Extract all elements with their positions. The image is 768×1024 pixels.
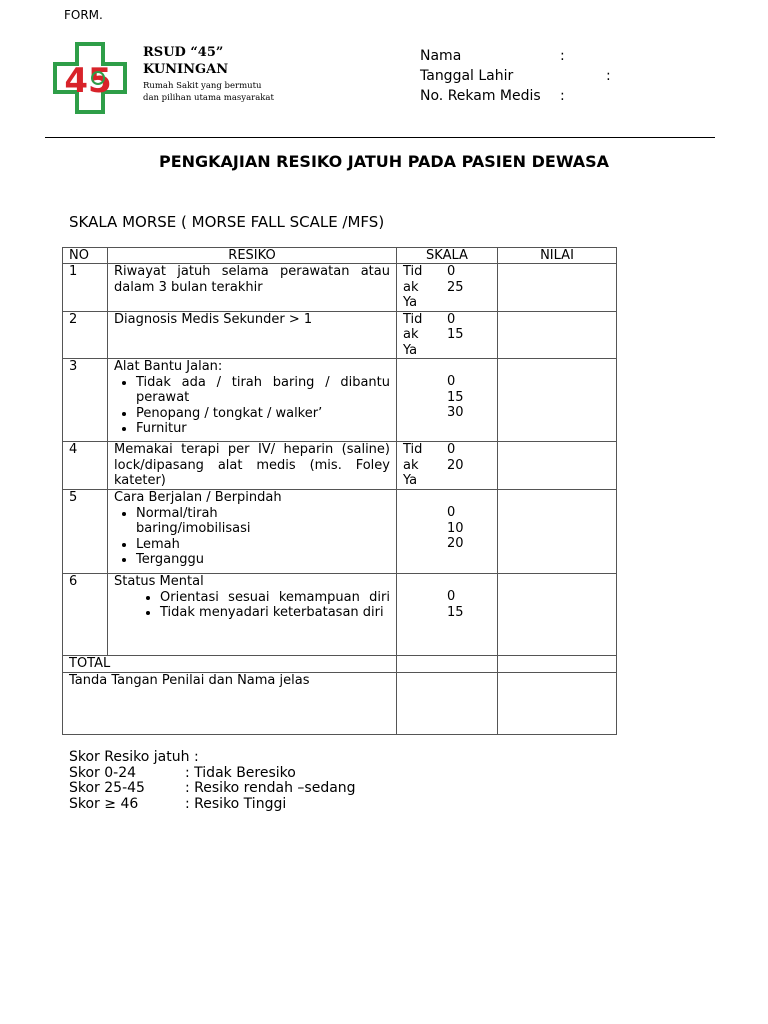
- risk-cell: [108, 490, 397, 574]
- scale-value: 30: [447, 405, 464, 420]
- medical-record-colon: :: [560, 88, 565, 104]
- row-number: 3: [63, 359, 108, 442]
- hospital-name-line2: KUNINGAN: [143, 62, 229, 77]
- list-item: • Tidak menyadari keterbatasan diri: [160, 605, 390, 621]
- score-range: Skor 0-24: [69, 764, 137, 781]
- scale-value: 0: [447, 374, 456, 389]
- score-range: Skor ≥ 46: [69, 795, 139, 812]
- risk-cell: [108, 311, 397, 359]
- score-range: Skor 25-45: [69, 780, 145, 796]
- table-row: [63, 311, 617, 359]
- score-desc: : Resiko Tinggi: [185, 795, 287, 812]
- score-legend: [69, 750, 356, 812]
- risk-options-list: [114, 375, 390, 437]
- scale-value: 0: [447, 264, 456, 279]
- table-row: [63, 574, 617, 656]
- medical-record-field[interactable]: [420, 88, 565, 104]
- score-legend-row: [69, 766, 356, 782]
- total-label: TOTAL: [63, 656, 397, 673]
- scale-cell: [397, 574, 498, 656]
- scale-value: 25: [447, 279, 464, 295]
- risk-options-list: [114, 590, 390, 621]
- patient-name-label: Nama: [420, 48, 462, 64]
- score-legend-heading: Skor Resiko jatuh :: [69, 749, 199, 765]
- total-score-cell[interactable]: [498, 656, 617, 673]
- list-item: • Lemah: [136, 537, 390, 553]
- table-row: [63, 490, 617, 574]
- table-row: [63, 264, 617, 312]
- list-item: • Tidak ada / tirah baring / dibantu perawat: [136, 375, 390, 406]
- hospital-name: [143, 44, 228, 78]
- header-no: NO: [63, 248, 108, 264]
- hospital-tagline: [143, 80, 274, 104]
- score-legend-row: [69, 781, 356, 797]
- signature-label: Tanda Tangan Penilai dan Nama jelas: [63, 672, 397, 734]
- row-number: 4: [63, 442, 108, 490]
- patient-name-colon: :: [560, 48, 565, 64]
- birth-date-colon: :: [606, 68, 611, 84]
- scale-cell: [397, 490, 498, 574]
- scale-value: 20: [447, 457, 464, 473]
- scale-value: 0: [447, 505, 456, 520]
- row-number: 1: [63, 264, 108, 312]
- scale-value: 0: [447, 589, 456, 604]
- risk-cell: [108, 359, 397, 442]
- header-divider: [45, 137, 715, 138]
- header-nilai: NILAI: [498, 248, 617, 264]
- total-row: [63, 656, 617, 673]
- tagline-line2: dan pilihan utama masyarakat: [143, 93, 274, 103]
- scale-value: 15: [447, 604, 464, 620]
- scale-option: ak: [403, 327, 419, 342]
- scale-cell: [397, 442, 498, 490]
- total-scale-cell: [397, 656, 498, 673]
- scale-cell: [397, 359, 498, 442]
- table-row: [63, 359, 617, 442]
- list-item: • Normal/tirah baring/imobilisasi: [136, 506, 390, 537]
- score-input-cell[interactable]: [498, 359, 617, 442]
- scale-value: 0: [447, 442, 456, 457]
- header-resiko: RESIKO: [108, 248, 397, 264]
- scale-value: 15: [447, 327, 464, 342]
- row-number: 2: [63, 311, 108, 359]
- row-number: 6: [63, 574, 108, 656]
- birth-date-field[interactable]: [420, 68, 611, 84]
- score-input-cell[interactable]: [498, 574, 617, 656]
- scale-option: ak: [403, 279, 419, 295]
- patient-name-field[interactable]: [420, 48, 565, 64]
- birth-date-label: Tanggal Lahir: [420, 68, 514, 84]
- scale-option: Ya: [403, 473, 418, 488]
- scale-value: 15: [447, 389, 464, 405]
- score-legend-row: [69, 797, 356, 813]
- score-desc: : Tidak Beresiko: [185, 764, 296, 781]
- risk-options-list: [114, 506, 390, 568]
- score-input-cell[interactable]: [498, 490, 617, 574]
- score-input-cell[interactable]: [498, 311, 617, 359]
- risk-text: Alat Bantu Jalan:: [114, 359, 223, 374]
- risk-text: Memakai terapi per IV/ heparin (saline) lock/dipasang alat medis (mis. Foley kateter): [114, 442, 390, 488]
- scale-cell: [397, 311, 498, 359]
- table-header-row: [63, 248, 617, 264]
- scale-option: Ya: [403, 342, 418, 358]
- table-row: [63, 442, 617, 490]
- scale-title: SKALA MORSE ( MORSE FALL SCALE /MFS): [69, 213, 385, 231]
- list-item-text: Orientasi sesuai kemampuan diri: [160, 589, 390, 605]
- morse-fall-scale-table: [62, 247, 617, 735]
- list-item: • Terganggu: [136, 552, 390, 568]
- risk-text: Riwayat jatuh selama perawatan atau dalam 3 bulan terakhir: [114, 264, 390, 295]
- scale-value: 0: [447, 311, 456, 327]
- score-desc: : Resiko rendah –sedang: [185, 780, 356, 796]
- scale-value: 20: [447, 536, 464, 551]
- risk-text: Cara Berjalan / Berpindah: [114, 490, 282, 505]
- scale-cell: [397, 264, 498, 312]
- scale-value: 10: [447, 520, 464, 536]
- risk-cell: [108, 264, 397, 312]
- list-item: • Furnitur: [136, 421, 390, 437]
- scale-option: ak: [403, 457, 419, 473]
- scale-option: Tid: [403, 442, 423, 457]
- tagline-line1: Rumah Sakit yang bermutu: [143, 81, 262, 91]
- list-item: • Penopang / tongkat / walker’: [136, 406, 390, 422]
- form-label: FORM.: [64, 8, 103, 22]
- row-number: 5: [63, 490, 108, 574]
- document-title: PENGKAJIAN RESIKO JATUH PADA PASIEN DEWASA: [158, 152, 610, 171]
- risk-text: Status Mental: [114, 574, 204, 589]
- signature-cell[interactable]: [397, 672, 498, 734]
- score-input-cell[interactable]: [498, 442, 617, 490]
- hospital-name-line1: RSUD “45”: [143, 45, 224, 60]
- score-input-cell[interactable]: [498, 264, 617, 312]
- hospital-logo: [53, 42, 127, 114]
- risk-cell: [108, 442, 397, 490]
- logo-number: 45: [64, 61, 112, 101]
- signature-name-cell[interactable]: [498, 672, 617, 734]
- signature-row: [63, 672, 617, 734]
- scale-option: Ya: [403, 295, 418, 310]
- list-item: [160, 590, 390, 606]
- scale-option: Tid: [403, 264, 423, 279]
- scale-option: Tid: [403, 311, 423, 327]
- risk-text: Diagnosis Medis Sekunder > 1: [114, 311, 313, 327]
- header-skala: SKALA: [397, 248, 498, 264]
- medical-record-label: No. Rekam Medis: [420, 88, 541, 104]
- risk-cell: [108, 574, 397, 656]
